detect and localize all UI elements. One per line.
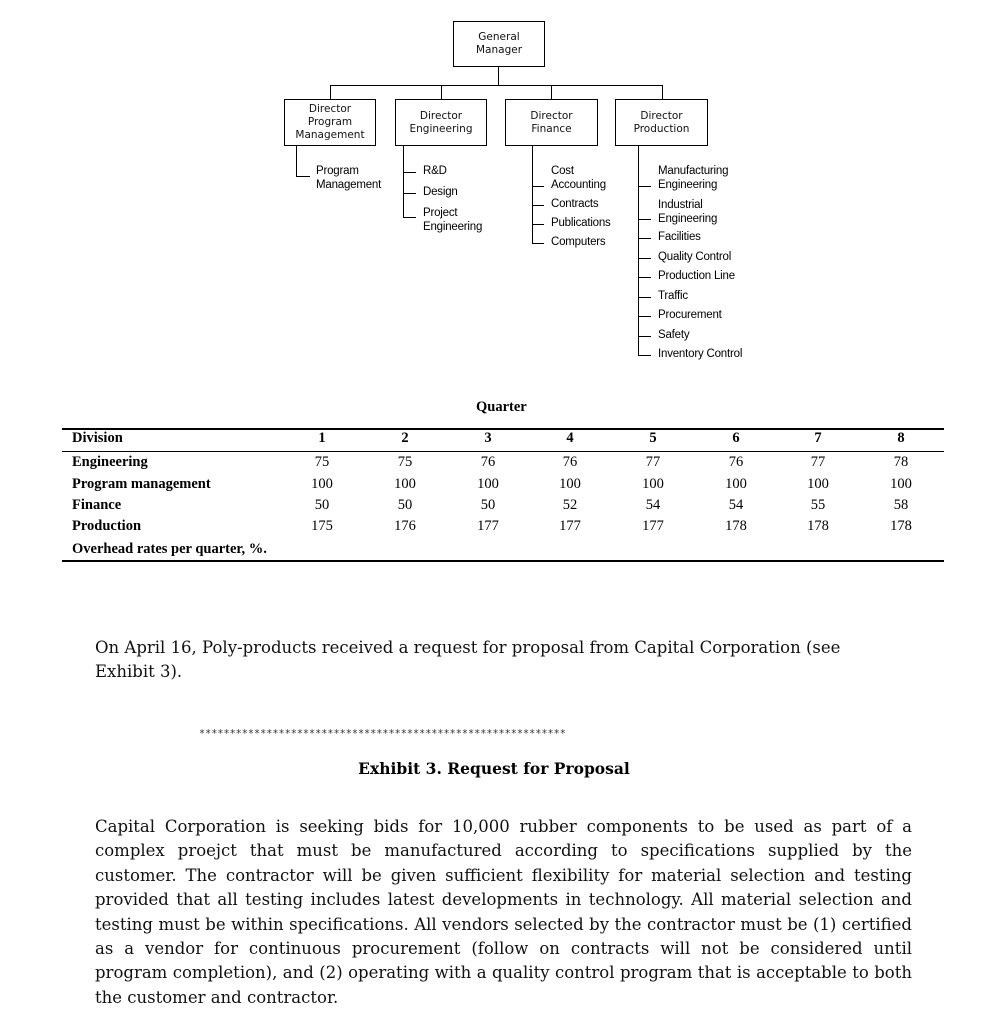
table-cell: 176: [394, 518, 416, 534]
table-cell: 100: [642, 476, 664, 492]
table-cell: 58: [893, 497, 909, 513]
branch-line: [638, 258, 651, 259]
branch-line: [638, 297, 651, 298]
table-cell: 100: [725, 476, 747, 492]
table-cell: 78: [893, 454, 909, 470]
table-cell: 100: [559, 476, 581, 492]
general-manager-box: General Manager: [453, 21, 545, 67]
branch-line: [403, 193, 416, 194]
connector-line: [330, 85, 662, 86]
subunit-contracts: Contracts: [551, 198, 599, 210]
subunit-design: Design: [423, 186, 458, 198]
branch-line: [638, 277, 651, 278]
branch-line: [532, 186, 544, 187]
table-cell: 177: [559, 518, 581, 534]
table-cell: 100: [807, 476, 829, 492]
subunit-publications: Publications: [551, 217, 611, 229]
subunit-cost-accounting: Cost Accounting: [551, 165, 606, 191]
table-cell: 77: [645, 454, 661, 470]
table-cell: 50: [314, 497, 330, 513]
table-cell: 75: [314, 454, 330, 470]
subunit-industrial-engineering: Industrial Engineering: [658, 199, 718, 225]
connector-line: [498, 67, 499, 85]
director-program-management-box: Director Program Management: [284, 99, 376, 146]
subunit-traffic: Traffic: [658, 290, 688, 302]
table-cell: 54: [645, 497, 661, 513]
connector-line: [441, 85, 442, 100]
table-bottom-rule: [62, 560, 944, 562]
division-label: Production: [72, 518, 142, 534]
table-cell: 77: [810, 454, 826, 470]
table-cell: 75: [397, 454, 413, 470]
table-cell: 177: [477, 518, 499, 534]
connector-line: [551, 85, 552, 100]
table-cell: 100: [890, 476, 912, 492]
branch-line: [638, 355, 651, 356]
table-cell: 100: [311, 476, 333, 492]
subunit-safety: Safety: [658, 329, 690, 341]
intro-paragraph: On April 16, Poly-products received a request for proposal from Capital Corporation (see Exhibit 3).: [95, 638, 841, 682]
quarter-header: 7: [814, 430, 822, 446]
director-production-box: Director Production: [615, 99, 708, 146]
table-cell: 100: [477, 476, 499, 492]
branch-line: [638, 316, 651, 317]
quarter-header: 6: [732, 430, 740, 446]
subunit-manufacturing-engineering: Manufacturing Engineering: [658, 165, 729, 191]
table-cell: 76: [480, 454, 496, 470]
table-cell: 50: [480, 497, 496, 513]
table-cell: 178: [725, 518, 747, 534]
table-cell: 50: [397, 497, 413, 513]
branch-line: [638, 238, 651, 239]
subunit-program-management: Program Management: [316, 165, 382, 191]
table-cell: 55: [810, 497, 826, 513]
table-cell: 76: [562, 454, 578, 470]
subunit-production-line: Production Line: [658, 270, 735, 282]
branch-line: [532, 146, 533, 243]
rfp-paragraph: Capital Corporation is seeking bids for 10,000 rubber components to be used as part of a complex proejct that must be manufactured according to specifications supplied by the customer. The contractor will be given sufficient flexibility for material selection and testing provided that all testing includes latest developments in technology. All material selection and testing must be within specifications. All vendors selected by the contractor must be (1) certified as a vendor for continuous procurement (follow on contracts will not be considered until program completion), and (2) operating with a quality control program that is acceptable to both the customer and contractor.: [95, 817, 912, 1007]
division-header: Division: [72, 430, 123, 446]
branch-line: [532, 243, 544, 244]
branch-line: [403, 146, 404, 217]
branch-line: [638, 186, 651, 187]
connector-line: [330, 85, 331, 100]
quarter-group-header: Quarter: [476, 399, 527, 415]
quarter-header: 4: [566, 430, 574, 446]
subunit-computers: Computers: [551, 236, 606, 248]
division-label: Program management: [72, 476, 211, 492]
branch-line: [638, 146, 639, 355]
subunit-procurement: Procurement: [658, 309, 722, 321]
division-label: Engineering: [72, 454, 148, 470]
branch-line: [638, 336, 651, 337]
quarter-header: 8: [897, 430, 905, 446]
exhibit-title: Exhibit 3. Request for Proposal: [358, 759, 630, 778]
branch-line: [638, 219, 651, 220]
table-caption: Overhead rates per quarter, %.: [72, 541, 267, 557]
director-finance-box: Director Finance: [505, 99, 598, 146]
table-cell: 52: [562, 497, 578, 513]
branch-line: [296, 146, 297, 176]
table-cell: 177: [642, 518, 664, 534]
table-cell: 54: [728, 497, 744, 513]
quarter-header: 5: [649, 430, 657, 446]
table-header-rule: [62, 451, 944, 452]
table-cell: 178: [890, 518, 912, 534]
table-cell: 178: [807, 518, 829, 534]
subunit-facilities: Facilities: [658, 231, 701, 243]
table-cell: 100: [394, 476, 416, 492]
subunit-rnd: R&D: [423, 165, 447, 177]
quarter-header: 2: [401, 430, 409, 446]
subunit-inventory-control: Inventory Control: [658, 348, 743, 360]
branch-line: [532, 224, 544, 225]
branch-line: [532, 205, 544, 206]
subunit-project-engineering: Project Engineering: [423, 207, 483, 233]
division-label: Finance: [72, 497, 122, 513]
quarter-header: 1: [318, 430, 326, 446]
asterisk-separator: ************************************************************: [199, 729, 566, 740]
director-engineering-box: Director Engineering: [395, 99, 487, 146]
connector-line: [662, 85, 663, 100]
branch-line: [403, 172, 416, 173]
table-cell: 76: [728, 454, 744, 470]
table-cell: 175: [311, 518, 333, 534]
subunit-quality-control: Quality Control: [658, 251, 732, 263]
branch-line: [296, 176, 310, 177]
quarter-header: 3: [484, 430, 492, 446]
branch-line: [403, 217, 416, 218]
